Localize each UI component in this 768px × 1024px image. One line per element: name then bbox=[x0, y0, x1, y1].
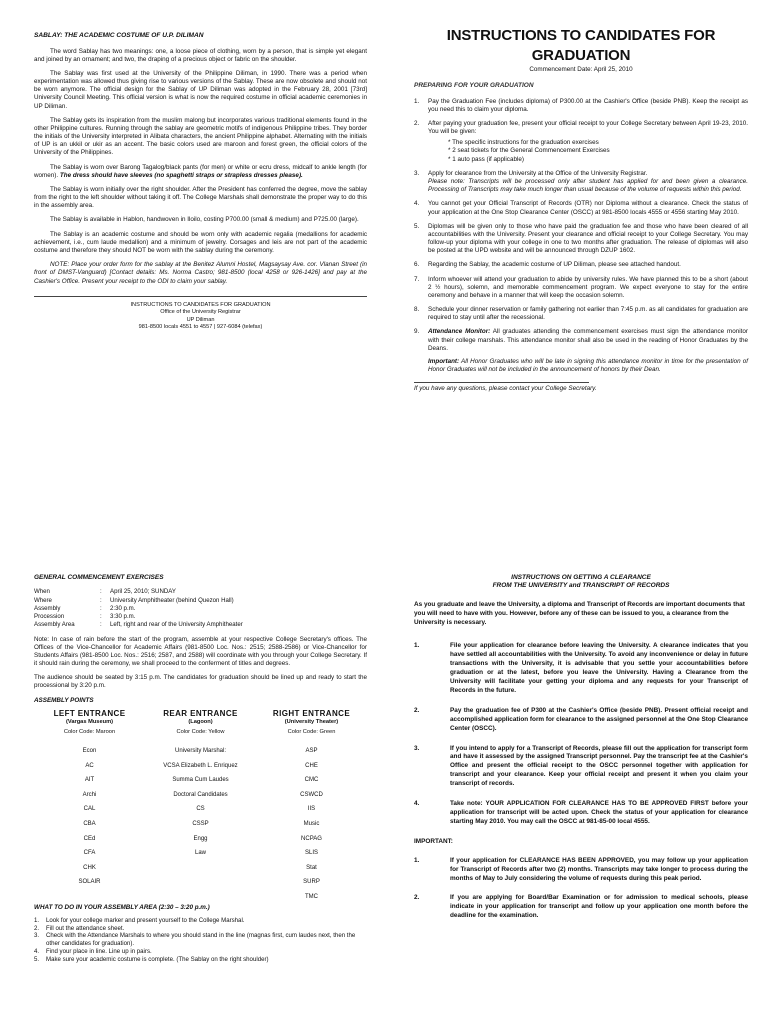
office-divider bbox=[34, 296, 367, 297]
entrances bbox=[34, 709, 367, 736]
office-line-3: UP Diliman bbox=[186, 316, 215, 323]
instructions-section bbox=[414, 26, 748, 393]
preparing-list bbox=[414, 98, 748, 375]
clearance-title-2: FROM THE UNIVERSITY and TRANSCRIPT OF RECORDS bbox=[492, 582, 670, 590]
sablay-order-note: NOTE: Place your order form for the sablay at the Benitez Alumni Hostel, Magsaysay Ave. cor. Vlanan Street (in front of DMST-Vanguard) [Contact details: Ms. Norma Castro; 981-8500 (local 4258 or 926-1426] and pay at the Cashier's Office. Present your receipt to the ODI to claim your sablay. bbox=[34, 261, 367, 285]
list-item: 2. If you are applying for Board/Bar Examination or for admission to medical schools, please indicate in your application for transcript and follow up your application one month before the deadline for the examination. bbox=[414, 894, 748, 920]
sablay-paragraph-2: The Sablay was first used at the University of the Philippine Diliman, in 1990. There was a period when experimentation was allowed thus giving rise to various versions of the Sablay. These are now obsolete and should not be worn anymore. The official design for the Sablay of UP Diliman was adopted in the February 28, 2001 [73rd] University Council Meeting. This official version is what is now the required costume in official academic ceremonies in UP Diliman. bbox=[34, 69, 367, 110]
given-items: * The specific instructions for the graduation exercises * 2 seat tickets for the General Commencement Exercises * 1 auto pass (if applicable) bbox=[448, 139, 610, 163]
right-entrance: RIGHT ENTRANCE (University Theater) Color Code: Green bbox=[272, 708, 351, 735]
rear-entrance: REAR ENTRANCE (Lagoon) Color Code: Yellow bbox=[163, 708, 238, 735]
office-line-2: Office of the University Registrar bbox=[160, 309, 241, 316]
list-item: 8. Schedule your dinner reservation or family gathering not earlier than 7:45 p.m. as all candidates for graduation are required to stay until after the recessional. bbox=[414, 306, 748, 322]
list-item: 1. Look for your college marker and present yourself to the College Marshal. bbox=[34, 916, 245, 924]
list-item: 4. You cannot get your Official Transcript of Records (OTR) nor Diploma without a clearance. Check the status of your application at the One Stop Clearance Center (OSCC) at 981-8500 locals 4555 or 4556 starting May 2010. bbox=[414, 200, 748, 216]
clearance-list bbox=[414, 642, 748, 827]
sablay-paragraph-3: The Sablay gets its inspiration from the muslim malong but incorporates various traditional elements found in the other Philippine cultures. Running through the sablay are geometric motifs of indigenous Philippine tribes. They border the initials of the University interpreted in Alibata characters, the ancient Philippine alphabet. Alternating with the initials of UP is an ukkil or ukir as an accent. The basic colors used are maroon and forest green, the official colors of the University of the Philippines. bbox=[34, 116, 367, 157]
sablay-paragraph-6: The Sablay is available in Hablon, handwoven in Iloilo, costing P700.00 (small & medium) and P725.00 (large). bbox=[50, 216, 359, 224]
contact-footer: If you have any questions, please contact your College Secretary. bbox=[414, 385, 597, 393]
sablay-paragraph-5: The Sablay is worn initially over the right shoulder. After the President has conferred the degree, move the sablay from the right to the left shoulder without taking it off. The College Marshals shall demonstrate the proper way to do this in the assembly area. bbox=[34, 185, 367, 210]
office-block bbox=[34, 302, 367, 332]
list-item: 2. Pay the graduation fee of P300 at the Cashier's Office (beside PNB). Present official receipt and accomplished application form for clearance to the assigned personnel at the One Stop Clearance Center (OSCC). bbox=[414, 706, 748, 732]
important-heading: IMPORTANT: bbox=[414, 838, 453, 846]
sablay-paragraph-7: The Sablay is an academic costume and should be worn only with academic regalia (medallions for academic achievement, i.e., cum laude medallion) and a minimum of jewelry. Corsages and leis are not part of the academic costume and therefore they should NOT be worn with the sablay during the ceremony. bbox=[34, 230, 367, 254]
instructions-title: INSTRUCTIONS TO CANDIDATES FOR GRADUATION bbox=[446, 27, 716, 64]
list-item: 7. Inform whoever will attend your graduation to abide by university rules. We have planned this to be a short (about 2 ½ hours), solemn, and memorable commencement program. We expect everyone to stay for the entire ceremony and behave in a manner that will keep the occasion solemn. bbox=[414, 275, 748, 299]
list-item: 3. If you intend to apply for a Transcript of Records, please fill out the application for transcript form and have it assessed by the assigned Transcript personnel. Pay the transcript fee at the Cashier's Office and present the official receipt to the OSCC personnel together with application for transcript and your clearance. Keep your official receipt and present it when you claim your transcript of records. bbox=[414, 744, 748, 788]
list-item: 4. Take note: YOUR APPLICATION FOR CLEARANCE HAS TO BE APPROVED FIRST before your application for transcript will be acted upon. Check the status of your application for clearance starting May 2010. You may call the OSCC at 981-85-00 local 4555. bbox=[414, 800, 748, 826]
list-item: 9. Attendance Monitor: All graduates attending the commencement exercises must sign the attendance monitor with their college marshals. This attendance monitor shall also be used in the reading of Honor Graduates by the Deans. Important: All Honor Graduates who will be late in signing this attendance monitor in time for the presentation of Honor Graduates will not be included in the announcement of honors by their Dean. bbox=[414, 328, 748, 374]
sablay-dress-text: The Sablay is worn over Barong Tagalog/black pants (for men) or white or ecru dress, midcalf to ankle length (for women). bbox=[34, 163, 367, 179]
important-note: Important: All Honor Graduates who will be late in signing this attendance monitor in time for the presentation of Honor Graduates will not be included in the announcement of honors by their Dean. bbox=[428, 357, 748, 374]
office-line-4: 981-8500 locals 4551 to 4557 | 927-6084 (telefax) bbox=[138, 324, 263, 331]
list-item: 6. Regarding the Sablay, the academic costume of UP Diliman, please see attached handout. bbox=[414, 261, 681, 269]
clearance-section bbox=[414, 574, 748, 932]
audience-note: The audience should be seated by 3:15 p.m. The candidates for graduation should be lined up and ready to start the processional by 3:20 p.m. bbox=[34, 674, 367, 690]
list-item: 3. Check with the Attendance Marshals to where you should stand in the line (magnas first, cum laudes next, then the other candidates for graduation). bbox=[34, 932, 356, 948]
important-list bbox=[414, 857, 748, 922]
general-commencement-section bbox=[34, 574, 367, 964]
assembly-grid: Econ University Marshal: ASP AC VCSA Elizabeth L. Enriquez CHE AIT Summa Cum Laudes CMC Archi Doctoral Candidates CSWCD CAL CS IIS CBA CSSP Music CEd Engg NCPAG CFA Law SLIS CHK Stat SOLAIR SURP TMC bbox=[78, 747, 323, 900]
list-item: 1. If your application for CLEARANCE HAS BEEN APPROVED, you may follow up your application for Transcript of Records after two (2) months. Transcripts may take longer to process during the months of May to July considering the volume of requests during this peak period. bbox=[414, 856, 748, 882]
list-item: 2. After paying your graduation fee, present your official receipt to your College Secretary between April 19-23, 2010. You will be given: * The specific instructions for the graduation exercises * 2 seat tickets for the General Commencement Exercises * 1 auto pass (if applicable) bbox=[414, 119, 748, 163]
rain-note: Note: In case of rain before the start of the program, assemble at your respective College Secretary's offices. The Offices of the Vice-Chancellor for Academic Affairs (981-8500 Loc. Nos.: 2515; 2588-2586) or Vice-Chancellor for Students Affairs (981-8500 Loc. Nos.: 2516; 2587, and 2588) will coordinate with you through your College Secretary. If it should rain during the ceremony, we shall proceed to the conferment of titles and degrees. bbox=[34, 635, 367, 668]
todo-list bbox=[34, 917, 367, 965]
sablay-paragraph-4 bbox=[34, 164, 367, 180]
list-item: 2. Fill out the attendance sheet. bbox=[34, 924, 125, 932]
schedule-table: When : April 25, 2010; SUNDAY Where : University Amphitheater (behind Quezon Hall) Assembly : 2:30 p.m. Procession : 3:30 p.m. Assembly Area : Left, right and rear of the University Amphitheater bbox=[34, 588, 243, 629]
assembly-title: ASSEMBLY POINTS bbox=[34, 696, 94, 704]
general-title: GENERAL COMMENCEMENT EXERCISES bbox=[34, 574, 164, 581]
office-line-1: INSTRUCTIONS TO CANDIDATES FOR GRADUATION bbox=[130, 301, 271, 308]
preparing-heading: PREPARING FOR YOUR GRADUATION bbox=[414, 82, 534, 90]
sablay-paragraph-1: The word Sablay has two meanings: one, a loose piece of clothing, worn by a person, that is simple yet elegant and joined by an ornament; and two, the draping of a precious object or fabric on the shoulder. bbox=[34, 47, 367, 63]
commencement-date: Commencement Date: April 25, 2010 bbox=[529, 66, 633, 73]
todo-title: WHAT TO DO IN YOUR ASSEMBLY AREA (2:30 – 3:20 p.m.) bbox=[34, 904, 210, 912]
sablay-section bbox=[34, 32, 367, 332]
footer-divider bbox=[414, 382, 589, 383]
left-entrance: LEFT ENTRANCE (Vargas Museum) Color Code: Maroon bbox=[53, 708, 126, 735]
list-item: 5. Diplomas will be given only to those who have paid the graduation fee and those who have been cleared of all accountabilities with the University. Present your clearance and official receipt to your College Secretary. You may follow-up your diploma with your college in one to two months after graduation. The release of diplomas will also be posted at the UPD website and will be announced through DZUP 1602. bbox=[414, 222, 748, 255]
list-item: 1. File your application for clearance before leaving the University. A clearance indicates that you have settled all accountabilities with the University. To avoid any inconvenience or delay in future transactions with the University, it is advisable that you settle your accountabilities before graduation or at the latest, before you leave the University. Having a Clearance from the University will facilitate your getting your diploma and any requests for your Transcript of Records in the future. bbox=[414, 641, 748, 694]
clearance-intro: As you graduate and leave the University, a diploma and Transcript of Records are important documents that you will need to have with you. However, before any of these can be issued to you, a clearance from the University is necessary. bbox=[414, 600, 745, 626]
sablay-title: SABLAY: THE ACADEMIC COSTUME OF U.P. DILIMAN bbox=[34, 32, 204, 39]
sablay-dress-emphasis: The dress should have sleeves (no spaghetti straps or strapless dresses please). bbox=[59, 171, 303, 179]
transcript-note: Please note: Transcripts will be processed only after student has applied for and been given a clearance. Processing of Transcripts may take much longer than usual because of the volume of requests within this period. bbox=[428, 177, 748, 194]
list-item: 4. Find your place in line. Line up in pairs. bbox=[34, 948, 152, 956]
list-item: 5. Make sure your academic costume is complete. (The Sablay on the right shoulder) bbox=[34, 956, 269, 964]
list-item: 3. Apply for clearance from the University at the Office of the University Registrar. Please note: Transcripts will be processed only after student has applied for and been given a clearance. Processing of Transcripts may take much longer than usual because of the volume of requests within this period. bbox=[414, 169, 748, 194]
clearance-title-1: INSTRUCTIONS ON GETTING A CLEARANCE bbox=[511, 574, 651, 581]
list-item: 1. Pay the Graduation Fee (includes diploma) of P300.00 at the Cashier's Office (beside PNB). Keep the receipt as you need this to claim your diploma. bbox=[414, 97, 748, 113]
